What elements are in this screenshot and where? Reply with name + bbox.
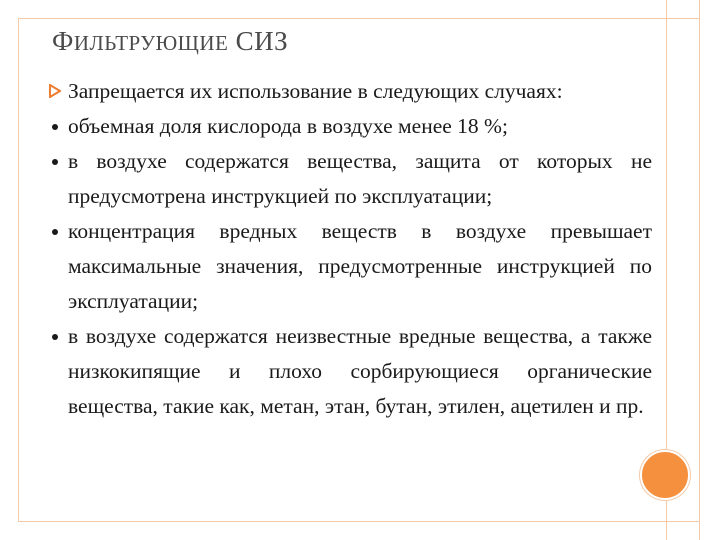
bullet-item (46, 109, 652, 144)
title-end: СИЗ (228, 26, 289, 56)
bullet-text: в воздухе содержатся вещества, защита от которых не предусмотрена инструкцией по эксплуатации; (68, 149, 652, 208)
intro-item (46, 74, 652, 109)
bullet-item (46, 144, 652, 214)
slide-content (46, 74, 652, 424)
orange-arrow-bullet-icon (46, 74, 64, 112)
decorative-orange-circle (640, 450, 690, 500)
dot-bullet-icon (46, 214, 64, 249)
bullet-item (46, 319, 652, 424)
title-first-letter: Ф (52, 26, 74, 56)
dot-bullet-icon (46, 319, 64, 354)
intro-text: Запрещается их использование в следующих случаях: (68, 79, 563, 103)
slide-title (52, 26, 288, 57)
dot-bullet-icon (46, 144, 64, 179)
bullet-text: в воздухе содержатся неизвестные вредные вещества, а также низкокипящие и плохо сорбирующиеся органические вещества, такие как, метан, этан, бутан, этилен, ацетилен и пр. (68, 324, 652, 418)
bullet-text: объемная доля кислорода в воздухе менее 18 %; (68, 114, 508, 138)
bullet-item (46, 214, 652, 319)
title-rest: ИЛЬТРУЮЩИЕ (73, 31, 229, 55)
bullet-text: концентрация вредных веществ в воздухе превышает максимальные значения, предусмотренные инструкцией по эксплуатации; (68, 219, 652, 313)
dot-bullet-icon (46, 109, 64, 144)
